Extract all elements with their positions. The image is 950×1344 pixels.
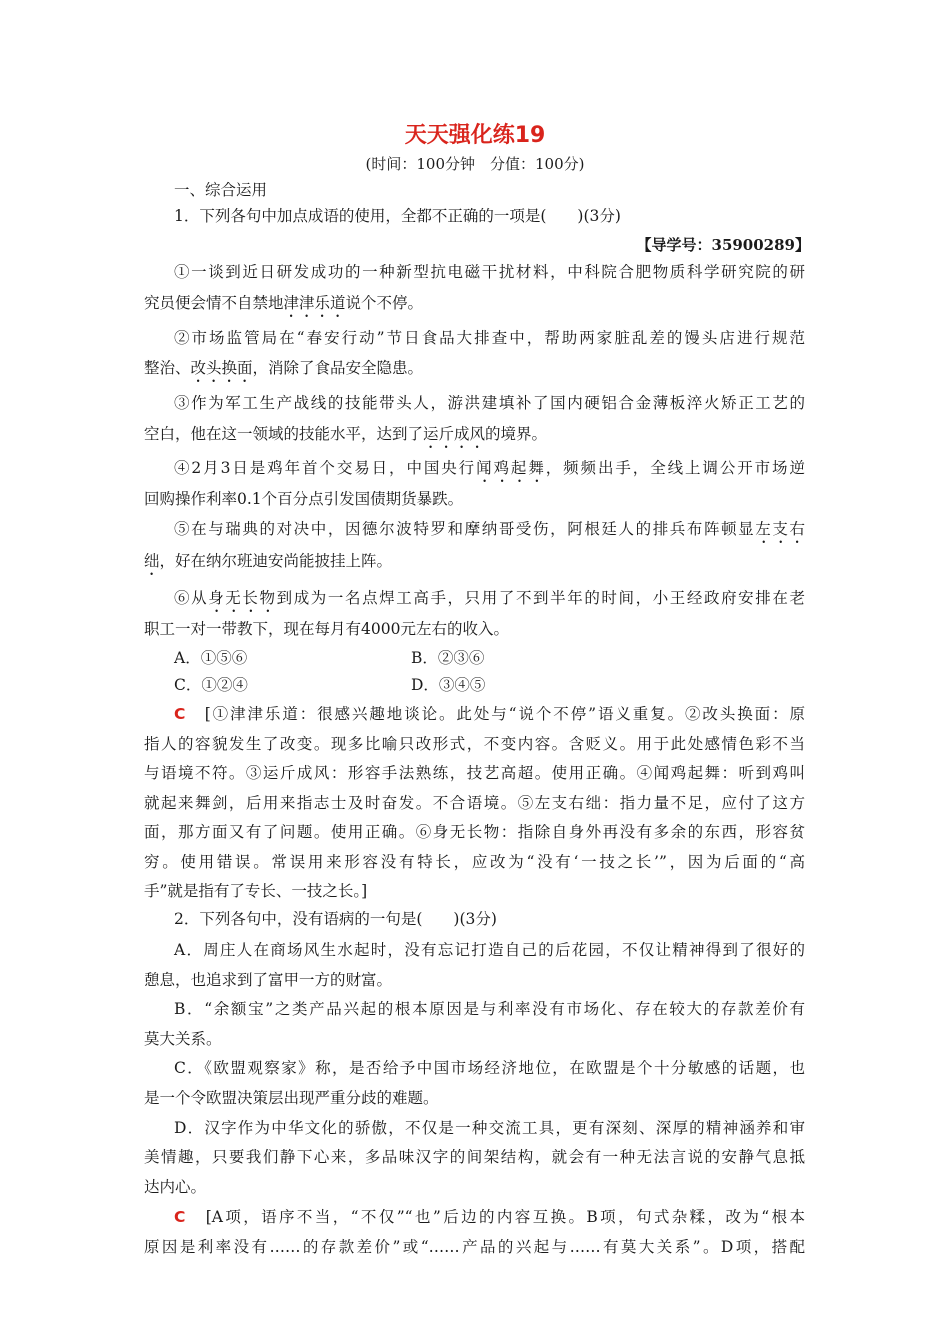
q1-sentence-2-line-1: ②市场监管局在“春安行动”节日食品大排查中，帮助两家脏乱差的馒头店进行规范 (174, 329, 805, 347)
q1-sentence-2-line-2: 整治、改头换面，消除了食品安全隐患。 (144, 359, 424, 377)
q2-option-d-line-2: 美情趣，只要我们静下心来，多品味汉字的间架结构，就会有一种无法言说的安静气息抵 (144, 1148, 805, 1166)
q1-explanation-line-4: 就起来舞剑，后用来指志士及时奋发。不合语境。⑤左支右绌：指力量不足，应付了这方 (144, 794, 805, 812)
q1-sentence-4-line-1: ④2月3日是鸡年首个交易日，中国央行闻鸡起舞，频频出手，全线上调公开市场逆 (174, 459, 805, 477)
q1-sentence-5-line-2: 绌，好在纳尔班迪安尚能披挂上阵。 (144, 552, 393, 570)
q1-explanation-line-7: 手”就是指有了专长、一技之长。] (144, 882, 368, 900)
q1-sentence-3-line-2: 空白，他在这一领域的技能水平，达到了运斤成风的境界。 (144, 425, 548, 443)
q1-explanation-line-5: 面，那方面又有了问题。使用正确。⑥身无长物：指除自身外再没有多余的东西，形容贫 (144, 823, 805, 841)
q1-explanation-line-2: 指人的容貌发生了改变。现多比喻只改形式，不变内容。含贬义。用于此处感情色彩不当 (144, 735, 805, 753)
q2-option-b-line-2: 莫大关系。 (144, 1030, 222, 1048)
dotted-idiom: 津津乐道 (283, 294, 346, 312)
question-1-stem: 1．下列各句中加点成语的使用，全都不正确的一项是( )(3分) (174, 207, 621, 225)
time-score-info: (时间：100分钟 分值：100分) (365, 155, 585, 173)
q2-option-d-line-1: D．汉字作为中华文化的骄傲，不仅是一种交流工具，更有深刻、深厚的精神涵养和审 (174, 1119, 805, 1137)
q2-explanation-line-1: C [A项，语序不当，“不仅”“也”后边的内容互换。B项，句式杂糅，改为“根本 (174, 1208, 805, 1226)
guide-number: 【导学号：35900289】 (636, 236, 810, 254)
q1-option-c: C．①②④ (174, 676, 248, 694)
q1-option-d: D．③④⑤ (411, 676, 486, 694)
q1-sentence-1-line-2: 究员便会情不自禁地津津乐道说个不停。 (144, 294, 424, 312)
q1-sentence-1-line-1: ①一谈到近日研发成功的一种新型抗电磁干扰材料，中科院合肥物质科学研究院的研 (174, 263, 805, 281)
q1-answer: C (174, 705, 186, 723)
q1-sentence-3-line-1: ③作为军工生产战线的技能带头人，游洪建填补了国内硬铝合金薄板淬火矫正工艺的 (174, 394, 805, 412)
q2-answer: C (174, 1208, 186, 1226)
q1-option-a: A．①⑤⑥ (174, 649, 248, 667)
dotted-idiom: 闻鸡起舞 (476, 459, 546, 477)
q1-explanation-line-3: 与语境不符。③运斤成风：形容手法熟练，技艺高超。使用正确。④闻鸡起舞：听到鸡叫 (144, 764, 805, 782)
dotted-idiom: 左支右 (755, 520, 805, 538)
q1-explanation-line-1: C [①津津乐道：很感兴趣地谈论。此处与“说个不停”语义重复。②改头换面：原 (174, 705, 805, 723)
q1-explanation-line-6: 穷。使用错误。常误用来形容没有特长，应改为“没有‘一技之长’”，因为后面的“高 (144, 853, 805, 871)
q2-option-c-line-2: 是一个令欧盟决策层出现严重分歧的难题。 (144, 1089, 439, 1107)
q2-option-c-line-1: C．《欧盟观察家》称，是否给予中国市场经济地位，在欧盟是个十分敏感的话题，也 (174, 1059, 805, 1077)
dotted-idiom: 运斤成风 (423, 425, 486, 443)
question-2-stem: 2．下列各句中，没有语病的一句是( )(3分) (174, 910, 497, 928)
q1-sentence-6-line-2: 职工一对一带教下，现在每月有4000元左右的收入。 (144, 620, 509, 638)
q1-option-b: B．②③⑥ (411, 649, 485, 667)
dotted-idiom: 改头换面 (190, 359, 253, 377)
page-title: 天天强化练19 (404, 123, 546, 148)
dotted-idiom: 身无长物 (208, 589, 277, 607)
dotted-idiom: 绌 (144, 552, 160, 570)
q1-sentence-4-line-2: 回购操作利率0.1个百分点引发国债期货暴跌。 (144, 490, 464, 508)
q2-option-b-line-1: B．“余额宝”之类产品兴起的根本原因是与利率没有市场化、存在较大的存款差价有 (174, 1000, 805, 1018)
q2-explanation-line-2: 原因是利率没有……的存款差价”或“……产品的兴起与……有莫大关系”。D项，搭配 (144, 1238, 805, 1256)
section-heading: 一、综合运用 (174, 181, 268, 199)
q1-sentence-6-line-1: ⑥从身无长物到成为一名点焊工高手，只用了不到半年的时间，小王经政府安排在老 (174, 589, 805, 607)
q2-option-a-line-1: A．周庄人在商场风生水起时，没有忘记打造自己的后花园，不仅让精神得到了很好的 (174, 941, 805, 959)
q1-sentence-5-line-1: ⑤在与瑞典的对决中，因德尔波特罗和摩纳哥受伤，阿根廷人的排兵布阵顿显左支右 (174, 520, 805, 538)
q2-option-a-line-2: 憩息，也追求到了富甲一方的财富。 (144, 971, 393, 989)
q2-option-d-line-3: 达内心。 (144, 1178, 207, 1196)
